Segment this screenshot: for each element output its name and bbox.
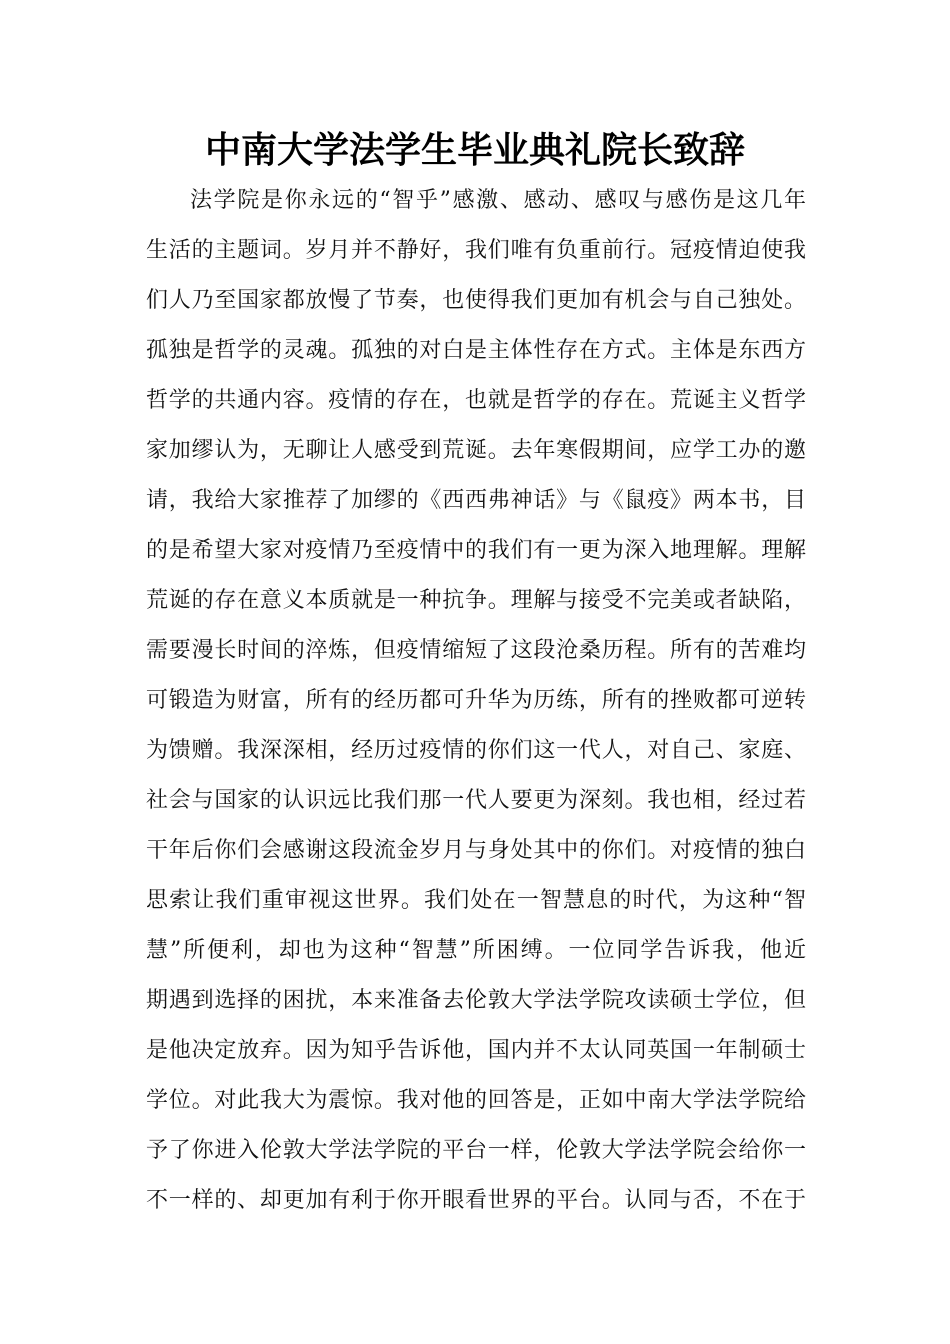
paragraph-line: 哲学的共通内容。疫情的存在，也就是哲学的存在。荒诞主义哲学 [146,388,806,413]
paragraph-line: 们人乃至国家都放慢了节奏，也使得我们更加有机会与自己独处。 [146,288,806,313]
paragraph-line: 予了你进入伦敦大学法学院的平台一样，伦敦大学法学院会给你一 [146,1138,806,1163]
paragraph-line: 生活的主题词。岁月并不静好，我们唯有负重前行。冠疫情迫使我 [146,238,806,263]
paragraph-line: 可锻造为财富，所有的经历都可升华为历练，所有的挫败都可逆转 [146,688,806,713]
paragraph-line: 的是希望大家对疫情乃至疫情中的我们有一更为深入地理解。理解 [146,538,806,563]
paragraph-line: 期遇到选择的困扰，本来准备去伦敦大学法学院攻读硕士学位，但 [146,988,806,1013]
paragraph-line: 是他决定放弃。因为知乎告诉他，国内并不太认同英国一年制硕士 [146,1038,806,1063]
paragraph-line: 不一样的、却更加有利于你开眼看世界的平台。认同与否，不在于 [146,1188,806,1213]
paragraph-line: 社会与国家的认识远比我们那一代人要更为深刻。我也相，经过若 [146,788,806,813]
page-title: 中南大学法学生毕业典礼院长致辞 [204,130,745,171]
paragraph-line: 荒诞的存在意义本质就是一种抗争。理解与接受不完美或者缺陷， [146,588,806,613]
paragraph-line: 干年后你们会感谢这段流金岁月与身处其中的你们。对疫情的独白 [146,838,806,863]
paragraph-line: 慧”所便利，却也为这种“智慧”所困缚。一位同学告诉我，他近 [146,938,806,963]
paragraph-line: 思索让我们重审视这世界。我们处在一智慧息的时代，为这种“智 [146,888,806,913]
paragraph-line: 家加缪认为，无聊让人感受到荒诞。去年寒假期间，应学工办的邀 [146,438,806,463]
paragraph-line: 请，我给大家推荐了加缪的《西西弗神话》与《鼠疫》两本书，目 [146,488,806,513]
paragraph-line: 孤独是哲学的灵魂。孤独的对白是主体性存在方式。主体是东西方 [146,338,806,363]
paragraph-line: 法学院是你永远的“智乎”感激、感动、感叹与感伤是这几年 [190,188,806,213]
paragraph-line: 为馈赠。我深深相，经历过疫情的你们这一代人，对自己、家庭、 [146,738,806,763]
paragraph-line: 学位。对此我大为震惊。我对他的回答是，正如中南大学法学院给 [146,1088,806,1113]
paragraph-line: 需要漫长时间的淬炼，但疫情缩短了这段沧桑历程。所有的苦难均 [146,638,806,663]
